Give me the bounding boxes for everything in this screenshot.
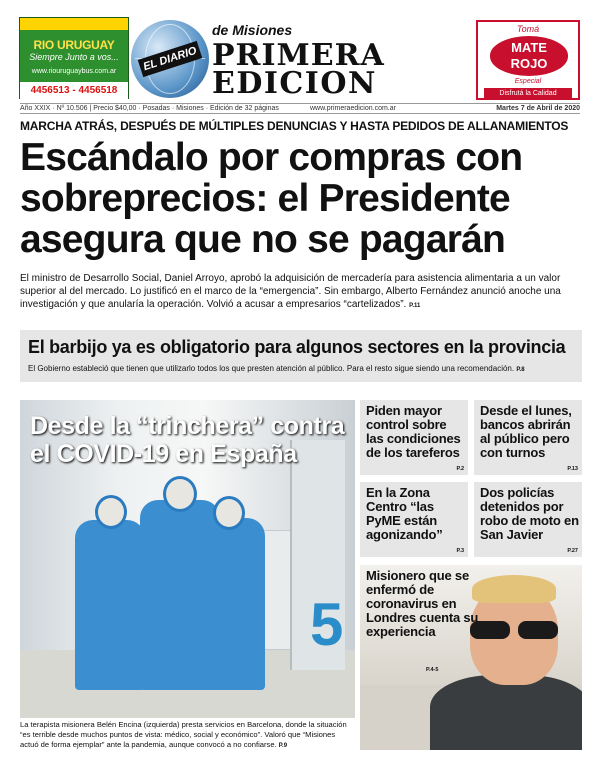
masthead-de-misiones: de Misiones (212, 22, 293, 38)
ad-brand-line2: ROJO (510, 56, 548, 71)
ad-slogan: Siempre Junto a vos... (29, 52, 119, 62)
ad-especial: Especial (514, 78, 542, 85)
ad-web: www.riouruguaybus.com.ar (31, 68, 117, 75)
photo-person-2-head (163, 476, 197, 512)
photo-caption (20, 720, 355, 751)
barbijo-summary-text: El Gobierno estableció que tienen que utilizarlo todos los que presten atención al público. Para el resto sigue siendo una recomendación. (28, 364, 515, 373)
ad-rio-uruguay[interactable] (19, 17, 129, 99)
photo-story[interactable] (20, 400, 355, 718)
photo-person-3 (195, 518, 265, 690)
ad-phones: 4456513 - 4456518 (20, 82, 128, 100)
photo-caption-text: La terapista misionera Belén Encina (izquierda) presta servicios en Barcelona, donde la situación “es terrible desde muchos puntos de vista: médico, social y económico”. Valoró que “Misiones actuó de forma ejemplar” ante la pandemia, aunque convocó a no confiarse. (20, 720, 347, 749)
ad-toma: Tomá (516, 24, 540, 34)
brief-bancos[interactable] (474, 400, 582, 475)
ad-calidad: Disfrutá la Calidad (484, 88, 572, 99)
main-headline[interactable]: Escándalo por compras con sobreprecios: el Presidente asegura que no se pagarán (20, 136, 523, 261)
story-londres[interactable] (360, 565, 582, 750)
barbijo-title: El barbijo ya es obligatorio para algunos sectores en la provincia (28, 337, 566, 357)
brief-policias-title: Dos policías detenidos por robo de moto en San Javier (480, 485, 579, 542)
brief-policias[interactable] (474, 482, 582, 557)
story-scarf (430, 675, 582, 750)
brief-bancos-title: Desde el lunes, bancos abrirán al público pero con turnos (480, 403, 572, 460)
barbijo-page: P.8 (516, 367, 525, 373)
edition-web[interactable]: www.primeraedicion.com.ar (310, 105, 396, 112)
story-londres-title: Misionero que se enfermó de coronavirus en Londres cuenta su experiencia (366, 568, 479, 639)
photo-person-1 (75, 520, 145, 690)
globe-logo (131, 20, 209, 98)
brief-policias-page: P.27 (567, 548, 578, 554)
sunglasses-lens-right (518, 621, 558, 639)
photo-person-1-head (95, 495, 127, 529)
main-kicker: MARCHA ATRÁS, DESPUÉS DE MÚLTIPLES DENUNCIAS Y HASTA PEDIDOS DE ALLANAMIENTOS (20, 119, 569, 133)
ad-mate-rojo[interactable] (476, 20, 580, 100)
brief-bancos-page: P.13 (567, 466, 578, 472)
ad-brand-line1: MATE (511, 40, 547, 55)
main-lead-text: El ministro de Desarrollo Social, Daniel Arroyo, aprobó la adquisición de mercadería para asistencia alimentaria a un valor superior al del mercado. Lo justificó en el marco de la “emergencia”. Sin embargo, Alberto Fernández anunció anoche una investigación y que anularía la operación. Volvió a acusar a empresarios “cartelizados”. (20, 273, 561, 310)
brief-pyme-page: P.3 (456, 548, 464, 554)
brief-tareferos[interactable] (360, 400, 468, 475)
brief-pyme[interactable] (360, 482, 468, 557)
edition-date: Martes 7 de Abril de 2020 (496, 105, 580, 112)
barbijo-story[interactable] (20, 330, 582, 382)
ad-mate-rojo-logo (490, 36, 568, 76)
masthead-name-line1: PRIMERA (212, 38, 385, 73)
edition-info-bar (20, 103, 580, 114)
edition-info: Año XXIX · Nº 10.506 | Precio $40,00 · Posadas · Misiones · Edición de 32 páginas (20, 105, 279, 112)
photo-caption-page: P.9 (278, 743, 288, 749)
photo-story-title: Desde la “trinchera” contra el COVID-19 en España (30, 412, 345, 468)
photo-door-number: 5 (310, 591, 344, 658)
ad-band (20, 18, 128, 30)
brief-pyme-title: En la Zona Centro “las PyME están agonizando” (366, 485, 443, 542)
globe-tag: EL DIARIO (138, 41, 203, 77)
photo-person-3-head (213, 496, 245, 530)
brief-tareferos-page: P.2 (456, 466, 464, 472)
brief-tareferos-title: Piden mayor control sobre las condiciones de los tareferos (366, 403, 461, 460)
barbijo-summary (28, 364, 574, 373)
main-lead-page: P.11 (409, 303, 421, 309)
main-lead (20, 272, 582, 313)
masthead-name-line2: EDICION (212, 66, 377, 101)
story-londres-page: P.4-5 (426, 667, 439, 673)
ad-brand: RIO URUGUAY (33, 38, 115, 52)
